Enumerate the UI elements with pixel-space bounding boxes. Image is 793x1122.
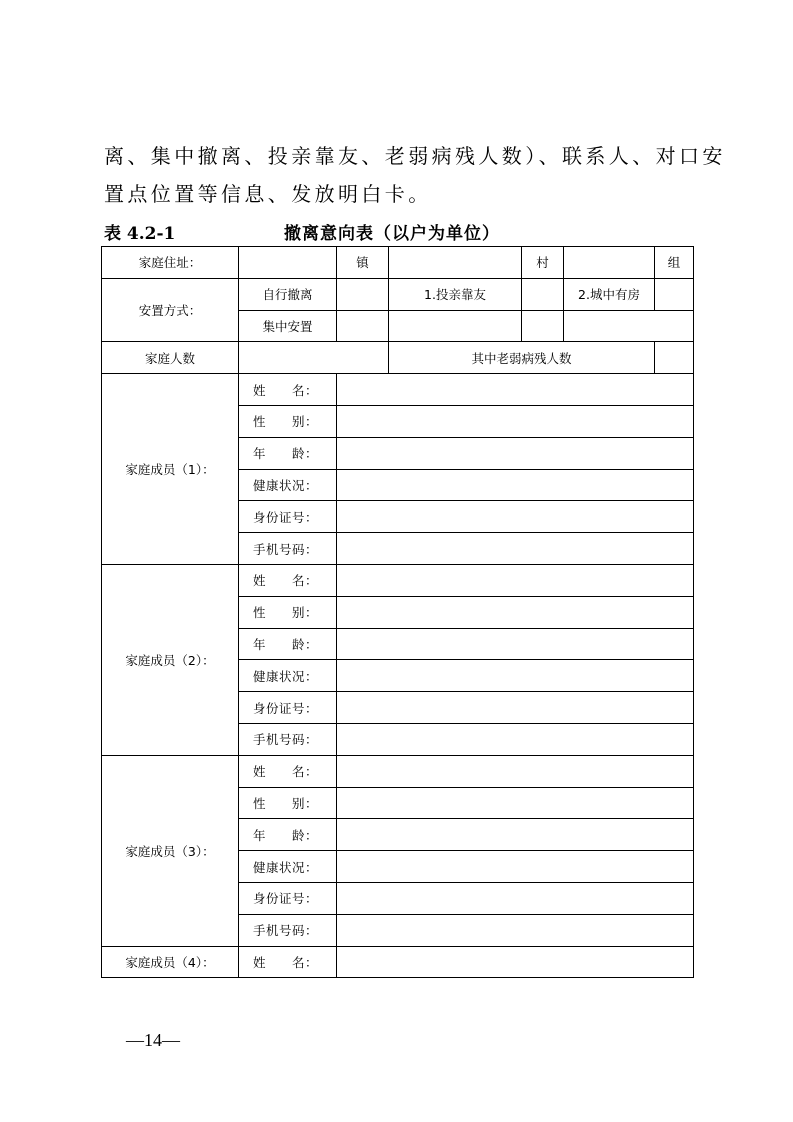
relatives-check[interactable] [522, 278, 564, 310]
table-number: 表 4.2-1 [104, 224, 176, 244]
placement-label: 安置方式： [102, 278, 239, 342]
member-3-sex-field[interactable] [337, 787, 694, 819]
member-3-health-field[interactable] [337, 851, 694, 883]
household-row [102, 342, 694, 374]
relatives-option: 1.投亲靠友 [389, 278, 522, 310]
member-1-age-field[interactable] [337, 437, 694, 469]
health-label: 健康状况： [239, 660, 337, 692]
self-evacuation-option: 自行撤离 [239, 278, 337, 310]
central-placement-check[interactable] [337, 310, 389, 342]
member-3-name-field[interactable] [337, 755, 694, 787]
member-2-name-field[interactable] [337, 564, 694, 596]
member-2-id-field[interactable] [337, 692, 694, 724]
household-size-field[interactable] [239, 342, 389, 374]
member-4-label: 家庭成员（4）： [102, 946, 239, 978]
sex-label: 性 别： [239, 596, 337, 628]
town-suffix: 镇 [337, 247, 389, 279]
member-2-phone-field[interactable] [337, 723, 694, 755]
member-3-age-field[interactable] [337, 819, 694, 851]
member-1-sex-field[interactable] [337, 405, 694, 437]
household-size-label: 家庭人数 [102, 342, 239, 374]
phone-label: 手机号码： [239, 723, 337, 755]
name-label: 姓 名： [239, 374, 337, 406]
central-placement-extra[interactable] [522, 310, 564, 342]
member-3-phone-field[interactable] [337, 914, 694, 946]
central-placement-blank[interactable] [564, 310, 694, 342]
id-label: 身份证号： [239, 692, 337, 724]
member-2-sex-field[interactable] [337, 596, 694, 628]
member-2-age-field[interactable] [337, 628, 694, 660]
member-1-phone-field[interactable] [337, 533, 694, 565]
evacuation-intent-form [101, 246, 694, 978]
address-label: 家庭住址： [102, 247, 239, 279]
member-1-id-field[interactable] [337, 501, 694, 533]
name-label: 姓 名： [239, 946, 337, 978]
member-2-label: 家庭成员（2）： [102, 564, 239, 755]
phone-label: 手机号码： [239, 533, 337, 565]
member-1-name-field[interactable] [337, 374, 694, 406]
elderly-count-field[interactable] [655, 342, 694, 374]
id-label: 身份证号： [239, 882, 337, 914]
member-3-id-field[interactable] [337, 882, 694, 914]
self-evacuation-check[interactable] [337, 278, 389, 310]
member-2-name-row [102, 564, 694, 596]
address-village-field[interactable] [389, 247, 522, 279]
id-label: 身份证号： [239, 501, 337, 533]
name-label: 姓 名： [239, 564, 337, 596]
health-label: 健康状况： [239, 851, 337, 883]
member-1-health-field[interactable] [337, 469, 694, 501]
village-suffix: 村 [522, 247, 564, 279]
age-label: 年 龄： [239, 437, 337, 469]
member-1-name-row [102, 374, 694, 406]
city-house-check[interactable] [655, 278, 694, 310]
placement-row-self [102, 278, 694, 310]
address-county-field[interactable] [239, 247, 337, 279]
health-label: 健康状况： [239, 469, 337, 501]
member-4-name-row [102, 946, 694, 978]
age-label: 年 龄： [239, 628, 337, 660]
group-suffix: 组 [655, 247, 694, 279]
elderly-count-label: 其中老弱病残人数 [389, 342, 655, 374]
phone-label: 手机号码： [239, 914, 337, 946]
body-paragraph-line-1: 离、集中撤离、投亲靠友、老弱病残人数）、联系人、对口安 [104, 144, 726, 168]
member-2-health-field[interactable] [337, 660, 694, 692]
page-number: —14— [126, 1030, 180, 1050]
sex-label: 性 别： [239, 787, 337, 819]
central-placement-option: 集中安置 [239, 310, 337, 342]
address-row [102, 247, 694, 279]
member-4-name-field[interactable] [337, 946, 694, 978]
member-1-label: 家庭成员（1）： [102, 374, 239, 565]
member-3-label: 家庭成员（3）： [102, 755, 239, 946]
address-group-field[interactable] [564, 247, 655, 279]
central-placement-detail[interactable] [389, 310, 522, 342]
table-title: 撤离意向表（以户为单位） [284, 224, 500, 244]
sex-label: 性 别： [239, 405, 337, 437]
body-paragraph-line-2: 置点位置等信息、发放明白卡。 [104, 182, 432, 206]
name-label: 姓 名： [239, 755, 337, 787]
age-label: 年 龄： [239, 819, 337, 851]
city-house-option: 2.城中有房 [564, 278, 655, 310]
member-3-name-row [102, 755, 694, 787]
